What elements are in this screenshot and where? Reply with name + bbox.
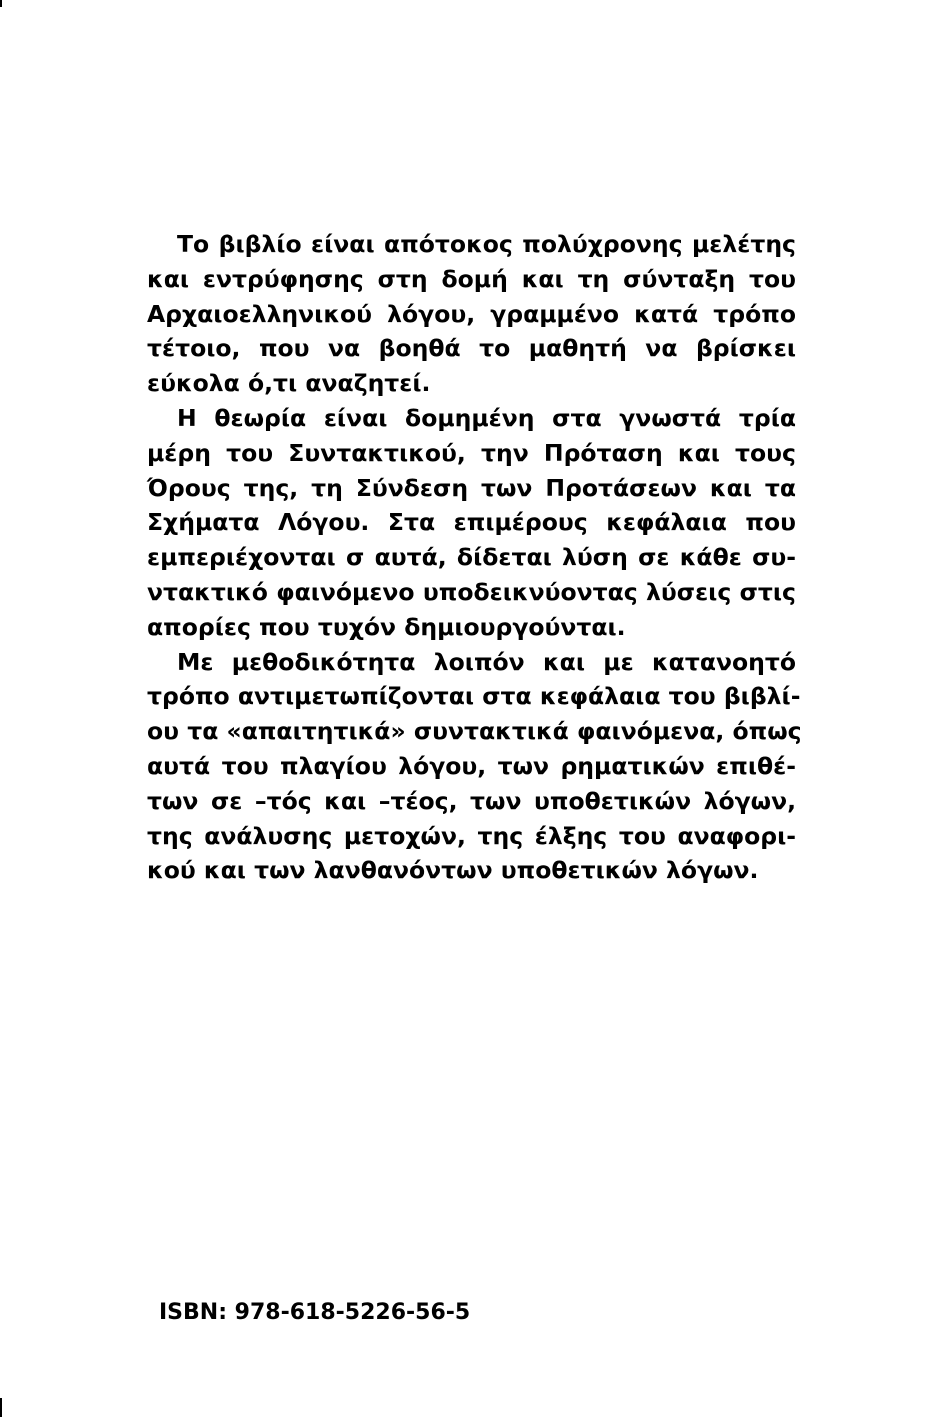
blurb-line: Το βιβλίο είναι απότοκος πολύχρονης μελέτης <box>177 230 796 258</box>
blurb-line: Με μεθοδικότητα λοιπόν και με κατανοητό <box>177 647 796 676</box>
blurb-line: εμπεριέχονται σ αυτά, δίδεται λύση σε κάθε συ- <box>147 543 796 572</box>
blurb-line: τρόπο αντιμετωπίζονται στα κεφάλαια του βιβλί- <box>147 682 801 711</box>
blurb-line: Η θεωρία είναι δομημένη στα γνωστά τρία <box>177 403 796 432</box>
blurb-line: ου τα «απαιτητικά» συντακτικά φαινόμενα, όπως <box>147 717 802 746</box>
blurb-line: απορίες που τυχόν δημιουργούνται. <box>147 612 626 641</box>
blurb-line: της ανάλυσης μετοχών, της έλξης του αναφορι- <box>147 821 796 850</box>
crop-mark-top <box>0 0 2 7</box>
blurb-line: ντακτικό φαινόμενο υποδεικνύοντας λύσεις στις <box>147 577 796 606</box>
blurb-line: των σε –τός και –τέος, των υποθετικών λόγων, <box>147 786 796 815</box>
blurb-line: Σχήματα Λόγου. Στα επιμέρους κεφάλαια που <box>147 508 796 537</box>
back-cover-blurb <box>147 227 802 888</box>
blurb-line: εύκολα ό,τι αναζητεί. <box>147 369 431 398</box>
blurb-line: τέτοιο, που να βοηθά το μαθητή να βρίσκει <box>147 334 796 363</box>
blurb-line: κού και των λανθανόντων υποθετικών λόγων. <box>147 856 759 885</box>
isbn-number: ISBN: 978-618-5226-56-5 <box>159 1300 471 1325</box>
blurb-line: Όρους της, τη Σύνδεση των Προτάσεων και τα <box>147 473 796 502</box>
blurb-line: Αρχαιοελληνικού λόγου, γραμμένο κατά τρόπο <box>147 299 796 328</box>
blurb-line: και εντρύφησης στη δομή και τη σύνταξη του <box>147 264 796 293</box>
blurb-line: αυτά του πλαγίου λόγου, των ρηματικών επιθέ- <box>147 751 796 780</box>
blurb-line: μέρη του Συντακτικού, την Πρόταση και τους <box>147 438 796 467</box>
crop-mark-bottom <box>0 1398 2 1417</box>
